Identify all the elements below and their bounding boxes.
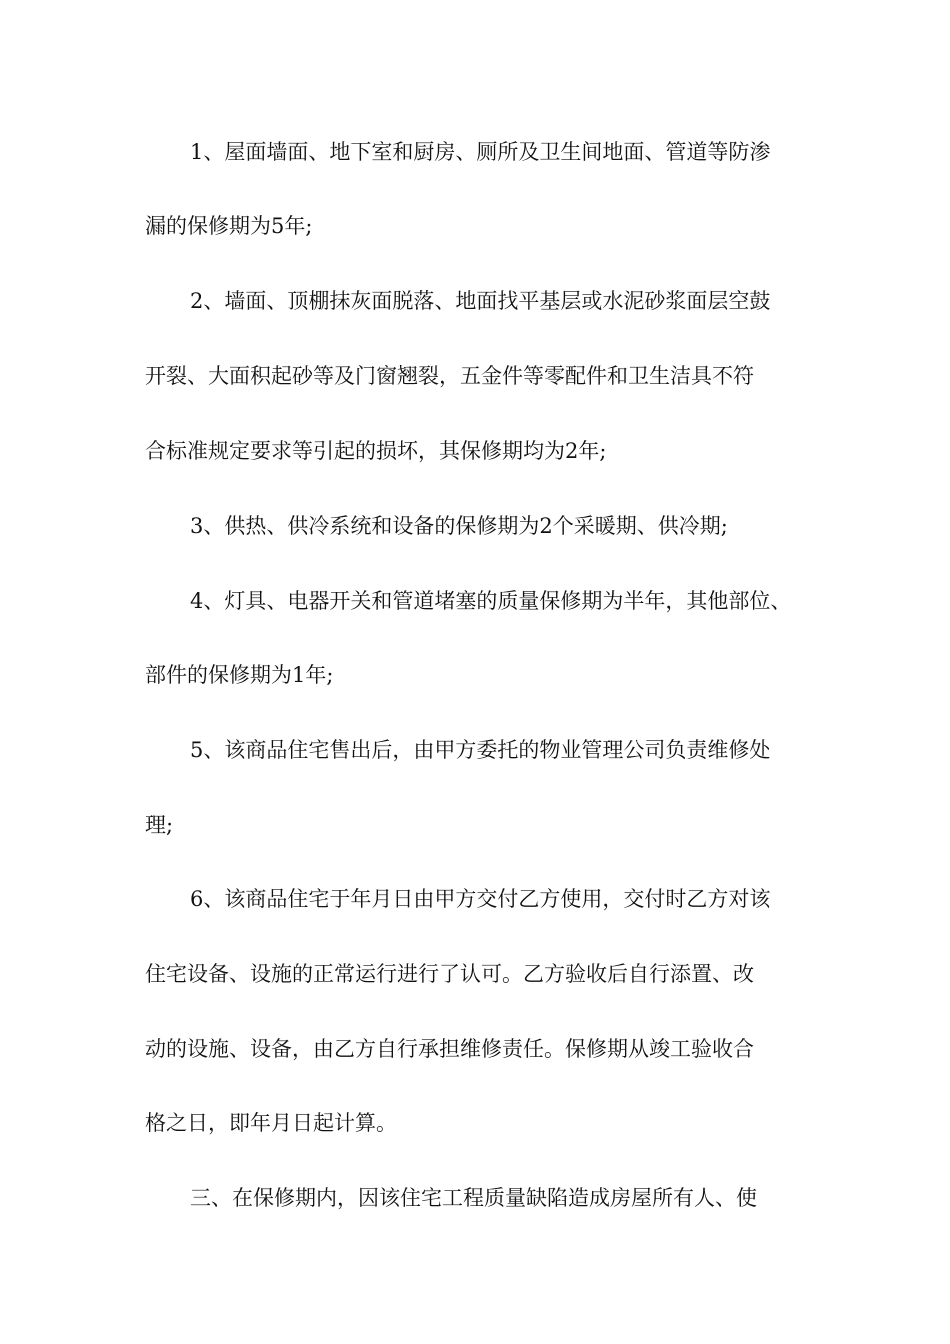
paragraph-4-line-2: 部件的保修期为1年;: [145, 663, 334, 687]
paragraph-6-line-3: 动的设施、设备，由乙方自行承担维修责任。保修期从竣工验收合: [145, 1037, 754, 1061]
paragraph-2-line-3: 合标准规定要求等引起的损坏，其保修期均为2年;: [145, 439, 607, 463]
paragraph-4-line-1: 4、灯具、电器开关和管道堵塞的质量保修期为半年，其他部位、: [190, 589, 792, 613]
section-3-line-1: 三、在保修期内，因该住宅工程质量缺陷造成房屋所有人、使: [190, 1186, 757, 1210]
paragraph-5-line-2: 理;: [145, 813, 174, 837]
paragraph-5-line-1: 5、该商品住宅售出后，由甲方委托的物业管理公司负责维修处: [190, 738, 771, 762]
paragraph-6-line-4: 格之日，即年月日起计算。: [145, 1111, 397, 1135]
paragraph-3-line-1: 3、供热、供冷系统和设备的保修期为2个采暖期、供冷期;: [190, 514, 728, 538]
paragraph-6-line-2: 住宅设备、设施的正常运行进行了认可。乙方验收后自行添置、改: [145, 962, 754, 986]
paragraph-1-line-2: 漏的保修期为5年;: [145, 214, 313, 238]
paragraph-1-line-1: 1、屋面墙面、地下室和厨房、厕所及卫生间地面、管道等防渗: [190, 140, 771, 164]
paragraph-2-line-1: 2、墙面、顶棚抹灰面脱落、地面找平基层或水泥砂浆面层空鼓: [190, 289, 771, 313]
paragraph-6-line-1: 6、该商品住宅于年月日由甲方交付乙方使用，交付时乙方对该: [190, 887, 771, 911]
paragraph-2-line-2: 开裂、大面积起砂等及门窗翘裂，五金件等零配件和卫生洁具不符: [145, 364, 754, 388]
